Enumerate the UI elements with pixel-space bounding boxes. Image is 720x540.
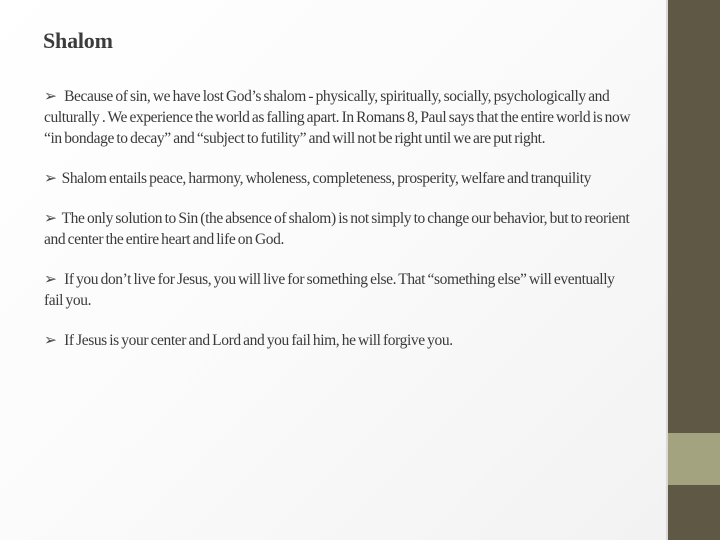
- bullet-text: If Jesus is your center and Lord and you fail him, he will forgive you.: [64, 332, 453, 349]
- arrow-bullet-icon: ➢: [44, 332, 57, 349]
- arrow-bullet-icon: ➢: [44, 170, 57, 187]
- bullet-text: Shalom entails peace, harmony, wholeness, completeness, prosperity, welfare and tranquility: [61, 170, 591, 187]
- bullet-item: [44, 269, 634, 311]
- bullet-text: If you don’t live for Jesus, you will live for something else. That “something else” will eventually fail you.: [44, 271, 615, 309]
- arrow-bullet-icon: ➢: [44, 88, 57, 105]
- bullet-list: [44, 86, 634, 370]
- bullet-item: [44, 330, 634, 351]
- arrow-bullet-icon: ➢: [44, 210, 57, 227]
- bullet-text: Because of sin, we have lost God’s shalom - physically, spiritually, socially, psychologically and culturally . We experience the world as falling apart. In Romans 8, Paul says that the entire world is now “in bondage to decay” and “subject to futility” and will not be right until we are put right.: [44, 88, 631, 147]
- arrow-bullet-icon: ➢: [44, 271, 57, 288]
- accent-square: [668, 433, 720, 485]
- bullet-text: The only solution to Sin (the absence of shalom) is not simply to change our behavior, but to reorient and center the entire heart and life on God.: [44, 210, 630, 248]
- bullet-item: [44, 86, 634, 149]
- bullet-item: [44, 168, 634, 189]
- slide-title: Shalom: [43, 28, 113, 53]
- bullet-item: [44, 208, 634, 250]
